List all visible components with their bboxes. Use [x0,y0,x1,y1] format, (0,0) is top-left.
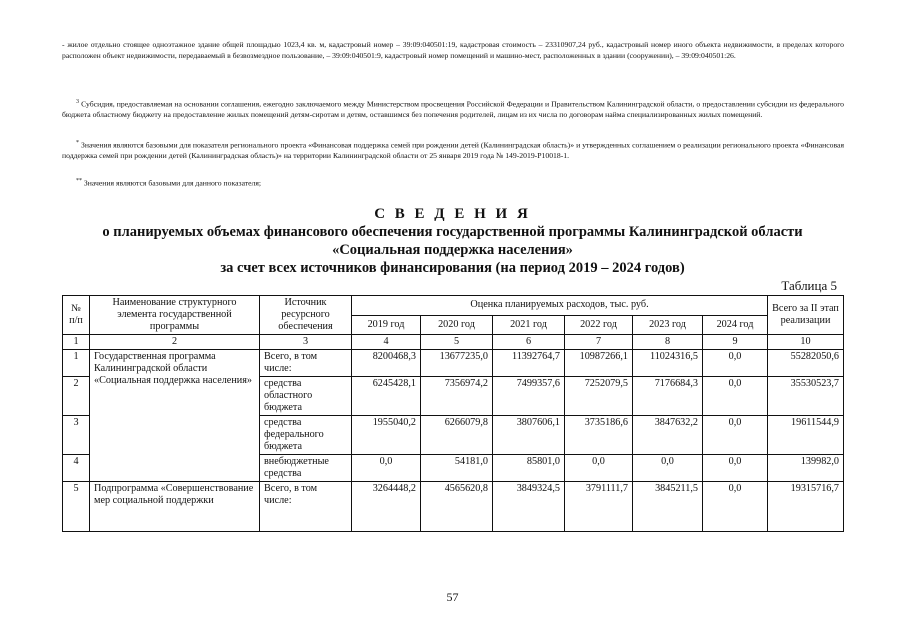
table-label: Таблица 5 [781,278,837,293]
value-cell: 3735186,6 [565,416,633,455]
column-number: 6 [493,335,565,350]
row-number: 1 [63,350,90,377]
value-cell: 0,0 [703,350,768,377]
value-cell: 3264448,2 [352,482,421,532]
program-name-cell: Государственная программа Калининградской области «Социальная поддержка населения» [90,350,260,482]
row-number: 2 [63,377,90,416]
footnote-text: Субсидия, предоставляемая на основании соглашения, ежегодно заключаемого между Министерством просвещения Российской Федерации и Правительством Калининградской области, о предоставлении субсидии из федерального бюджета областному бюджету на предоставление жилых помещений детям-сиротам и детям, оставшимся без попечения родителей, лицам из их числа по договорам найма специализированных жилых помещений. [62,99,844,120]
total-cell: 35530523,7 [768,377,844,416]
table-row [63,350,844,377]
source-cell: внебюджетные средства [260,455,352,482]
total-cell: 19315716,7 [768,482,844,532]
total-cell: 139982,0 [768,455,844,482]
value-cell: 3847632,2 [633,416,703,455]
column-number: 1 [63,335,90,350]
value-cell: 8200468,3 [352,350,421,377]
value-cell: 6266079,8 [421,416,493,455]
source-cell: средства областного бюджета [260,377,352,416]
value-cell: 3791111,7 [565,482,633,532]
total-cell: 55282050,6 [768,350,844,377]
row-number: 4 [63,455,90,482]
value-cell: 10987266,1 [565,350,633,377]
value-cell: 1955040,2 [352,416,421,455]
column-number: 3 [260,335,352,350]
footnote-indicator [76,176,858,189]
row-number: 3 [63,416,90,455]
footnote-mark: ** [76,178,82,184]
table-header-row [63,296,844,316]
header-year: 2024 год [703,315,768,335]
value-cell: 85801,0 [493,455,565,482]
value-cell: 13677235,0 [421,350,493,377]
footnote-text: Значения являются базовыми для данного показателя; [83,178,262,188]
source-cell: Всего, в том числе: [260,350,352,377]
source-cell: средства федерального бюджета [260,416,352,455]
column-number: 7 [565,335,633,350]
funding-table [62,295,844,532]
value-cell: 7356974,2 [421,377,493,416]
value-cell: 0,0 [633,455,703,482]
document-subtitle: о планируемых объемах финансового обеспечения государственной программы Калининградской области [102,224,803,240]
header-year: 2023 год [633,315,703,335]
footnote-text: Значения являются базовыми для показателя регионального проекта «Финансовая поддержка семей при рождении детей (Калининградская область)» и утвержденных соглашением о реализации регионального проекта «Финансовая поддержка семей при рождении детей (Калининградская область)» на территории Калининградской области от 25 января 2019 года № 149-2019-Р10018-1. [62,140,844,161]
column-number: 9 [703,335,768,350]
column-number: 2 [90,335,260,350]
row-number: 5 [63,482,90,532]
value-cell: 7252079,5 [565,377,633,416]
header-year: 2022 год [565,315,633,335]
header-num: № п/п [63,296,90,335]
value-cell: 0,0 [703,455,768,482]
value-cell: 0,0 [352,455,421,482]
value-cell: 4565620,8 [421,482,493,532]
value-cell: 3807606,1 [493,416,565,455]
footnote-property: - жилое отдельно стоящее одноэтажное здание общей площадью 1023,4 кв. м, кадастровый номер – 39:09:040501:19, кадастровая стоимость – 23310907,24 руб., кадастровый номер иного объекта недвижимости, в пределах которого расположен объект недвижимости, передаваемый в безвозмездное пользование, – 39:09:040501:9, кадастровый номер помещений и машино-мест, расположенных в здании (сооружении), – 39:09:040501:26. [62,40,844,60]
value-cell: 11392764,7 [493,350,565,377]
value-cell: 6245428,1 [352,377,421,416]
value-cell: 7499357,6 [493,377,565,416]
value-cell: 0,0 [703,377,768,416]
column-number: 4 [352,335,421,350]
column-number: 5 [421,335,493,350]
value-cell: 3849324,5 [493,482,565,532]
column-number: 10 [768,335,844,350]
column-number: 8 [633,335,703,350]
footnote-base-values [62,138,844,162]
table-row [63,482,844,532]
subprogram-name-cell: Подпрограмма «Совершенствование мер социальной поддержки [90,482,260,532]
total-cell: 19611544,9 [768,416,844,455]
header-name: Наименование структурного элемента государственной программы [90,296,260,335]
header-year: 2019 год [352,315,421,335]
footnote-mark: * [76,140,79,146]
value-cell: 7176684,3 [633,377,703,416]
header-total: Всего за II этап реализации [768,296,844,335]
value-cell: 11024316,5 [633,350,703,377]
document-title: С В Е Д Е Н И Я [374,206,531,222]
value-cell: 0,0 [703,482,768,532]
value-cell: 0,0 [565,455,633,482]
page-number: 57 [446,590,459,604]
header-year: 2021 год [493,315,565,335]
value-cell: 54181,0 [421,455,493,482]
source-cell: Всего, в том числе: [260,482,352,532]
program-name-title: «Социальная поддержка населения» [332,242,573,258]
header-estimate: Оценка планируемых расходов, тыс. руб. [352,296,768,316]
header-source: Источник ресурсного обеспечения [260,296,352,335]
value-cell: 0,0 [703,416,768,455]
column-numbers-row [63,335,844,350]
header-year: 2020 год [421,315,493,335]
funding-period-title: за счет всех источников финансирования (на период 2019 – 2024 годов) [220,260,685,276]
value-cell: 3845211,5 [633,482,703,532]
footnote-mark: 3 [76,99,79,105]
footnote-subsidy [62,97,844,121]
